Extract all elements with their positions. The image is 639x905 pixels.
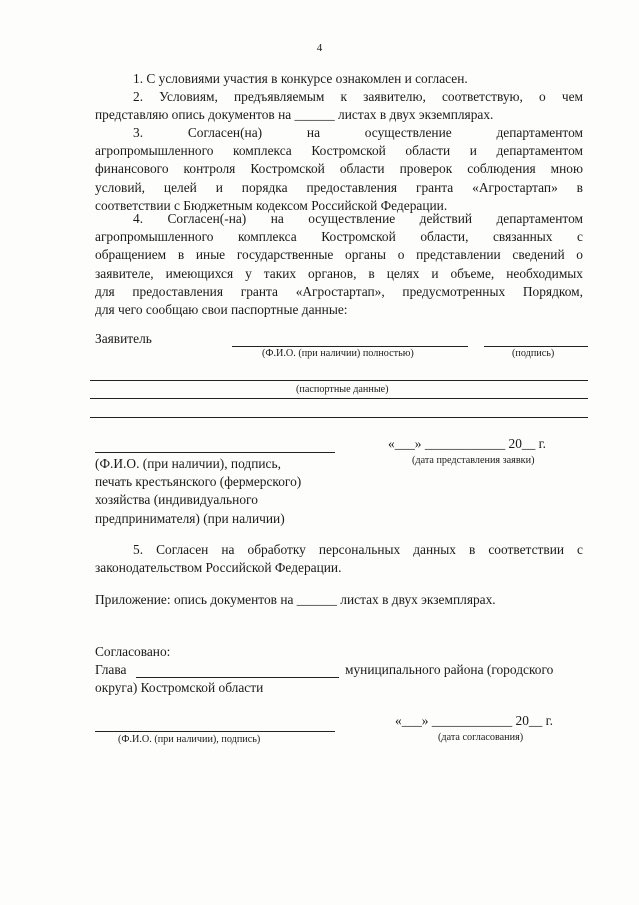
paragraph-line: условий, целей и порядка предоставления гранта «Агростартап» в	[95, 179, 583, 195]
paragraph-line: для предоставления гранта «Агростартап», предусмотренных Порядком,	[95, 283, 583, 299]
attachment-line: Приложение: опись документов на ______ листах в двух экземплярах.	[95, 592, 496, 607]
paragraph-line: финансового контроля Костромской области проверок соблюдения мною	[95, 161, 583, 177]
passport-line-2[interactable]	[90, 398, 588, 399]
paragraph-1	[95, 70, 583, 88]
passport-line-1[interactable]	[90, 380, 588, 381]
paragraph-line: 2. Условиям, предъявляемым к заявителю, соответствую, о чем	[133, 89, 583, 104]
paragraph-line: представляю опись документов на ______ листах в двух экземплярах.	[95, 107, 494, 123]
application-date-field[interactable]: «___» ____________ 20__ г.	[388, 436, 546, 451]
agreement-date-caption: (дата согласования)	[438, 732, 524, 743]
paragraph-line: для чего сообщаю свои паспортные данные:	[95, 302, 348, 318]
fio-signature-line[interactable]	[95, 452, 335, 453]
head-name-line[interactable]	[136, 677, 339, 678]
application-date-caption: (дата представления заявки)	[412, 455, 535, 466]
paragraph-line: агропромышленного комплекса Костромской области, связанных с	[95, 229, 583, 245]
head-signature-line[interactable]	[95, 731, 335, 732]
passport-line-3[interactable]	[90, 417, 588, 418]
caption-line: предпринимателя) (при наличии)	[95, 510, 285, 526]
paragraph-line: 3. Согласен(на) на осуществление департаментом	[133, 125, 583, 140]
head-prefix: Глава	[95, 662, 127, 677]
paragraph-line: заявителе, имеющихся у таких органов, в целях и объеме, необходимых	[95, 265, 583, 281]
page-number: 4	[316, 42, 323, 54]
head-line-2: округа) Костромской области	[95, 680, 264, 695]
paragraph-line: соответствии с Бюджетным кодексом Российской Федерации.	[95, 197, 448, 213]
caption-line: хозяйства (индивидуального	[95, 492, 258, 508]
agreed-label: Согласовано:	[95, 644, 171, 659]
paragraph-line: агропромышленного комплекса Костромской области и департаментом	[95, 143, 583, 159]
agreement-date-field[interactable]: «___» ____________ 20__ г.	[395, 713, 553, 728]
paragraph-line: 5. Согласен на обработку персональных данных в соответствии с	[133, 542, 583, 557]
signature-caption: (подпись)	[512, 348, 555, 359]
paragraph-line: 1. С условиями участия в конкурсе ознакомлен и согласен.	[133, 71, 468, 86]
signature-line[interactable]	[484, 346, 588, 347]
paragraph-5	[95, 541, 583, 577]
head-signature-caption: (Ф.И.О. (при наличии), подпись)	[118, 734, 261, 745]
applicant-label: Заявитель	[95, 331, 152, 346]
fio-line[interactable]	[232, 346, 468, 347]
caption-line: печать крестьянского (фермерского)	[95, 474, 302, 490]
paragraph-4	[95, 210, 583, 319]
caption-line: (Ф.И.О. (при наличии), подпись,	[95, 456, 281, 471]
fio-caption: (Ф.И.О. (при наличии) полностью)	[262, 348, 414, 359]
paragraph-3	[95, 124, 583, 215]
passport-caption: (паспортные данные)	[296, 384, 389, 395]
paragraph-line: обращением в иные государственные органы о представлении сведений о	[95, 247, 583, 263]
paragraph-line: законодательством Российской Федерации.	[95, 560, 342, 576]
paragraph-2	[95, 88, 583, 124]
fio-signature-caption	[95, 455, 301, 528]
paragraph-line: 4. Согласен(-на) на осуществление действий департаментом	[133, 211, 583, 226]
head-suffix: муниципального района (городского	[345, 662, 554, 677]
